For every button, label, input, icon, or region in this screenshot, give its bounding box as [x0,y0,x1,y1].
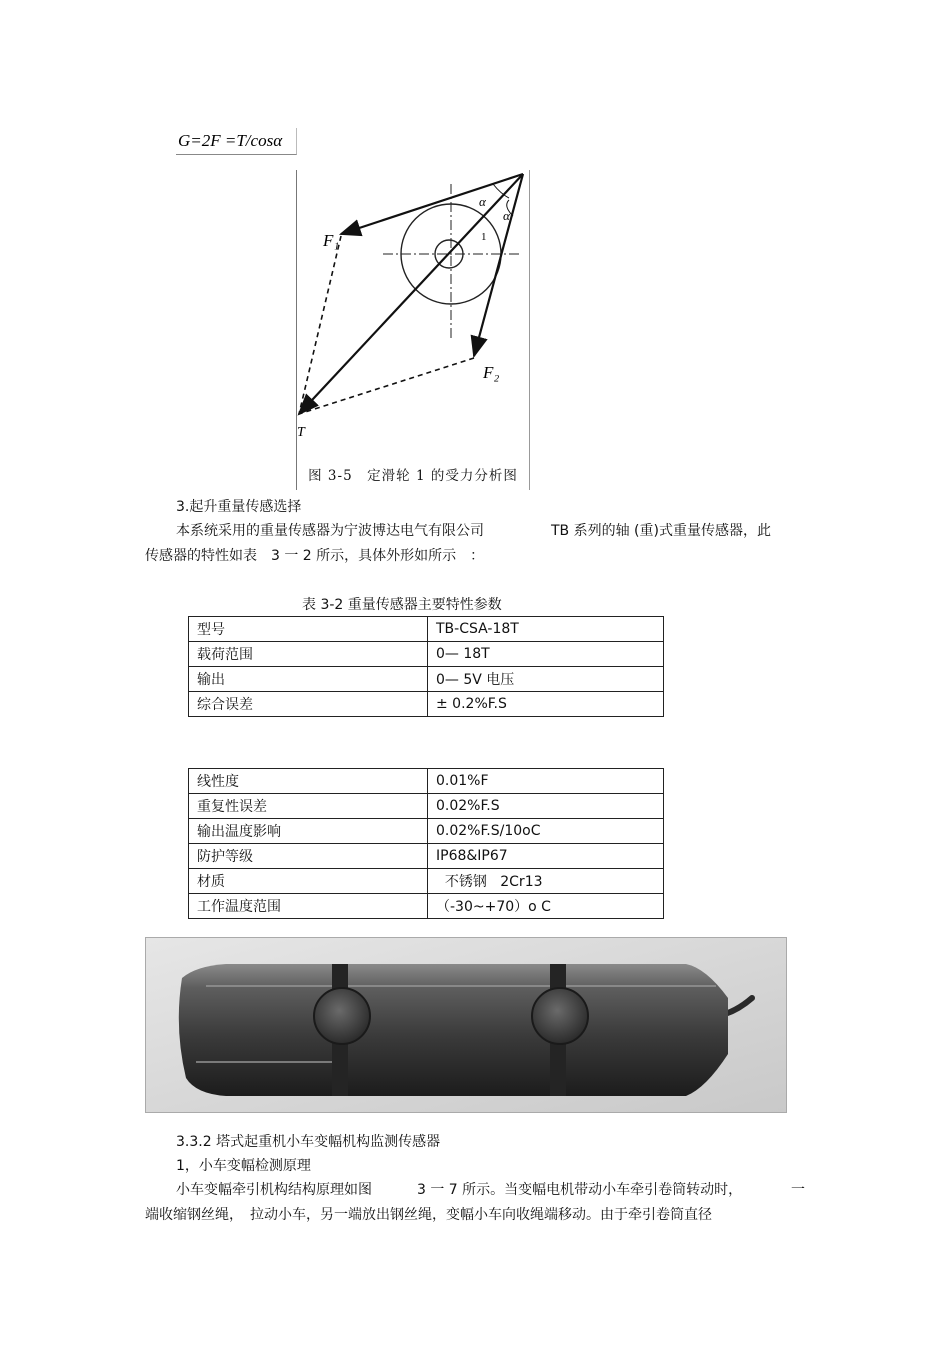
table-row [189,692,664,717]
pulley-force-diagram [296,170,530,490]
figure-caption: 图 3-5 定滑轮 1 的受力分析图 [308,468,518,484]
table-row [189,819,664,844]
spec-value: 0.02%F.S/10oC [428,819,664,844]
paragraph-lift-line1a: 本系统采用的重量传感器为宁波博达电气有限公司 [176,523,484,539]
force-diagram-svg [297,170,529,460]
f1-label: F₁ [323,231,340,250]
spec-value: 0— 5V 电压 [428,667,664,692]
sensor-body [179,964,728,1096]
spec-value: 不锈钢 2Cr13 [428,869,664,894]
spec-key: 输出 [189,667,428,692]
spec-key: 型号 [189,617,428,642]
spec-value: （-30~+70）o C [428,894,664,919]
spec-key: 重复性误差 [189,794,428,819]
table-row [189,794,664,819]
table-row [189,869,664,894]
subheading-trolley-principle: 1，小车变幅检测原理 [176,1158,311,1174]
spec-key: 综合误差 [189,692,428,717]
table-row [189,642,664,667]
spec-key: 线性度 [189,769,428,794]
dashed-f1-to-t [299,236,341,414]
paragraph-trolley-line1c: 一 [791,1182,805,1198]
table-caption: 表 3-2 重量传感器主要特性参数 [302,597,502,613]
tension-formula: G=2F =T/cosα [176,128,297,155]
table-row [189,844,664,869]
alpha-label-1: α [479,194,486,209]
load-sensor-illustration [146,938,786,1112]
spec-value: ± 0.2%F.S [428,692,664,717]
paragraph-trolley-line2: 端收缩钢丝绳， 拉动小车，另一端放出钢丝绳，变幅小车向收绳端移动。由于牵引卷筒直径 [145,1207,712,1223]
table-row [189,667,664,692]
paragraph-lift-line2: 传感器的特性如表 3 一 2 所示，具体外形如所示 ： [145,548,485,564]
paragraph-trolley-line1b: 3 一 7 所示。当变幅电机带动小车牵引卷筒转动时， [417,1182,743,1198]
alpha-label-2: α [503,208,510,223]
spec-value: 0.01%F [428,769,664,794]
spec-key: 防护等级 [189,844,428,869]
t-label: T [297,425,305,440]
spec-value: IP68&IP67 [428,844,664,869]
load-sensor-photo [145,937,787,1113]
section-heading-trolley: 3.3.2 塔式起重机小车变幅机构监测传感器 [176,1134,441,1150]
section-heading-lift-sensor: 3.起升重量传感选择 [176,499,302,515]
spec-value: 0.02%F.S [428,794,664,819]
table-row [189,894,664,919]
f2-label: F₂ [483,363,500,382]
spec-key: 材质 [189,869,428,894]
table-row [189,769,664,794]
spec-key: 工作温度范围 [189,894,428,919]
sensor-spec-table-2 [188,768,664,919]
spec-key: 输出温度影响 [189,819,428,844]
spec-value: 0— 18T [428,642,664,667]
spec-value: TB-CSA-18T [428,617,664,642]
paragraph-trolley-line1a: 小车变幅牵引机构结构原理如图 [176,1182,372,1198]
sensor-pad-left [314,988,370,1044]
sensor-spec-table-1 [188,616,664,717]
paragraph-lift-line1b: TB 系列的轴 (重)式重量传感器，此 [551,523,771,539]
sensor-pad-right [532,988,588,1044]
table-row [189,617,664,642]
pulley-number-label: 1 [481,231,487,243]
spec-key: 载荷范围 [189,642,428,667]
